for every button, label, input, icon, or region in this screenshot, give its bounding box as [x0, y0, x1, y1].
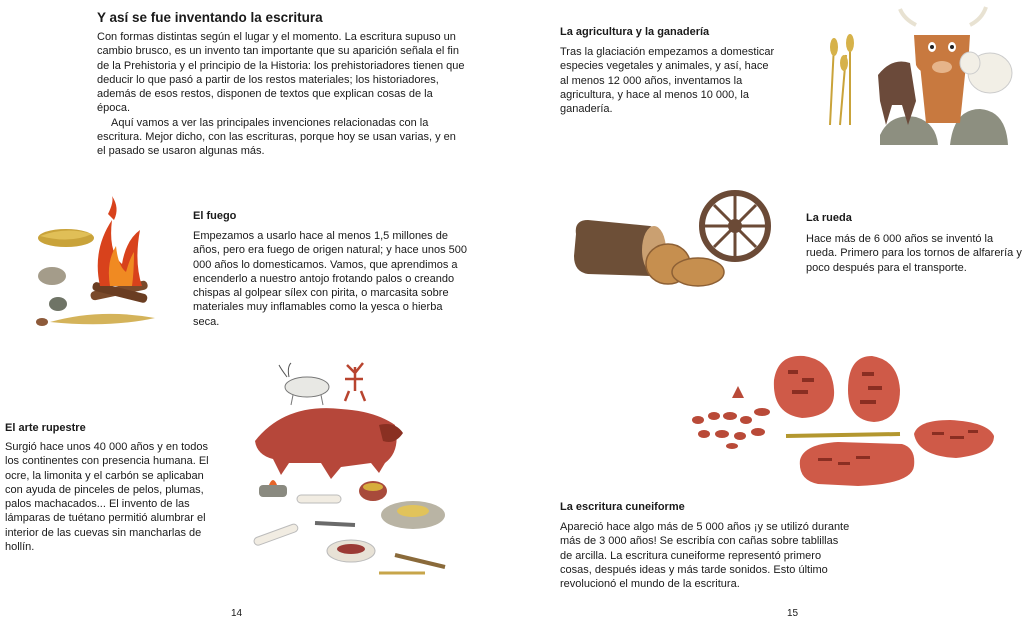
agri-text: Tras la glaciación empezamos a domesticar especies vegetales y animales, y así, hace al menos 12 000 años, inventamos la agricultura, y hace al menos 10 000, la ganadería. [560, 46, 775, 116]
page-title: Y así se fue inventando la escritura [97, 10, 323, 25]
intro-text [97, 30, 465, 159]
fire-illustration [30, 200, 190, 335]
agri-title: La agricultura y la ganadería [560, 26, 710, 38]
wheel-title: La rueda [806, 212, 852, 224]
fire-text: Empezamos a usarlo hace al menos 1,5 millones de años, pero era fuego de origen natural; y hace unos 500 000 años lo domesticamos. Vamos, que aprendimos a encenderlo a nuestro antojo frotando palos o creando chispas al golpear sílex con pirita, o marcasita sobre materiales muy inflamables como la yesca o hierba seca. [193, 230, 467, 328]
wheel-illustration [570, 190, 790, 300]
cave-art-illustration [245, 355, 475, 590]
livestock-illustration [820, 5, 1020, 155]
wheel-text: Hace más de 6 000 años se inventó la rueda. Primero para los tornos de alfarería y poco después para el transporte. [806, 233, 1022, 274]
cuneiform-title: La escritura cuneiforme [560, 501, 685, 513]
art-title: El arte rupestre [5, 422, 86, 434]
cuneiform-tablets-illustration [688, 350, 998, 490]
cuneiform-text: Apareció hace algo más de 5 000 años ¡y se utilizó durante más de 3 000 años! Se escribía con cañas sobre tablillas de arcilla. La escritura cuneiforme representó primero cosas, después ideas y más tarde sonidos. Esto último revolucionó el mundo de la escritura. [560, 521, 850, 591]
page-number-right: 15 [787, 608, 799, 619]
page-number-left: 14 [231, 608, 243, 619]
fire-title: El fuego [193, 210, 237, 222]
art-text: Surgió hace unos 40 000 años y en todos los continentes con presencia humana. El ocre, la limonita y el carbón se aplicaban con ayuda de pinceles de pelos, plumas, palos machacados... El invento de las lámparas de tuétano permitió alumbrar el interior de las cuevas sin mancharlas de hollín. [5, 441, 209, 554]
intro-paragraph-2: Aquí vamos a ver las principales invenciones relacionadas con la escritura. Mejor dicho, con las escrituras, porque hoy se usan varias, y en el pasado se usaron algunas más. [97, 116, 456, 158]
intro-paragraph-1: Con formas distintas según el lugar y el momento. La escritura supuso un cambio brusco, es un invento tan importante que su aparición señala el fin de la Prehistoria y el principio de la Historia: los prehistoriadores tienen que deducir lo que pasó a partir de los restos materiales; los historiadores, además de esos restos, disponen de textos que explican cosas de la época. [97, 31, 465, 115]
